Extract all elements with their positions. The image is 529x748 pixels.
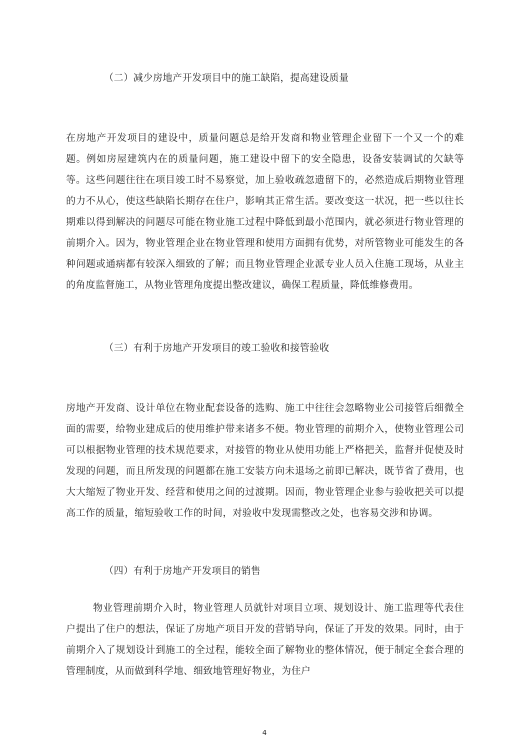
section-heading-3: （三）有利于房地产开发项目的竣工验收和接管验收 — [104, 343, 330, 354]
page-number: 4 — [262, 729, 267, 737]
section-paragraph-2: 在房地产开发项目的建设中，质量问题总是给开发商和物业管理企业留下一个又一个的难题。例如房屋建筑内在的质量问题，施工建设中留下的安全隐患，设备安装调试的欠缺等等。这些问题往往在项目竣工时不易察觉，加上验收疏忽遗留下的，必然造成后期物业管理的力不从心，使这些缺陷长期存在住户，影响其正常生活。要改变这一状况，把一些以往长期难以得到解决的问题尽可能在物业施工过程中降低到最小范围内，就必须进行物业管理的前期介入。因为，物业管理企业在物业管理和使用方面拥有优势，对所管物业可能发生的各种问题或通病都有较深入细致的了解；而且物业管理企业派专业人员入住施工现场，从业主的角度监督施工，从物业管理角度提出整改建议，确保工程质量，降低维修费用。 — [66, 133, 464, 291]
section-paragraph-3: 房地产开发商、设计单位在物业配套设备的选购、施工中往往会忽略物业公司接管后细微全面的需要，给物业建成后的使用维护带来诸多不便。物业管理的前期介入，使物业管理公司可以根据物业管理的技术规范要求，对接管的物业从使用功能上严格把关，监督并促使及时发现的问题，而且所发现的问题都在施工安装方向未退场之前即已解决，既节省了费用，也大大缩短了物业开发、经营和使用之间的过渡期。因而，物业管理企业参与验收把关可以提高工作的质量，缩短验收工作的时间，对验收中发现需整改之处，也容易交涉和协调。 — [66, 403, 464, 519]
section-heading-4: （四）有利于房地产开发项目的销售 — [104, 566, 261, 577]
section-heading-2: （二）减少房地产开发项目中的施工缺陷，提高建设质量 — [104, 73, 349, 84]
section-paragraph-4: 物业管理前期介入时，物业管理人员就针对项目立项、规划设计、施工监理等代表住户提出了住户的想法，保证了房地产项目开发的营销导向，保证了开发的效果。同时，由于前期介入了规划设计到施工的全过程，能较全面了解物业的整体情况，便于制定全套合理的管理制度，从而做到科学地、细致地管理好物业，为住户 — [66, 603, 464, 677]
